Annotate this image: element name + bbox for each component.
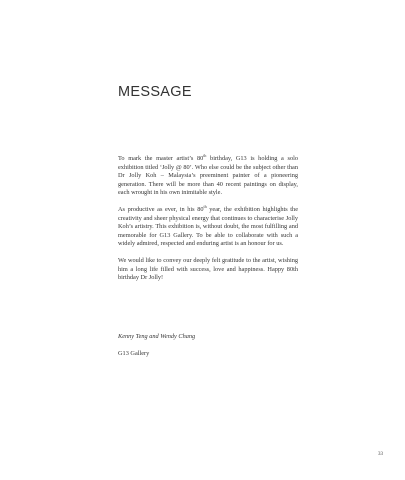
signature: Kenny Teng and Wendy Chang [118,333,196,340]
paragraph-2 [118,203,298,249]
paragraph-1-text-b: birthday, G13 is holding a solo exhibition titled ‘Jolly @ 80’. Who else could be the subject other than Dr Jolly Koh – Malaysia’s preeminent painter of a pioneering generation. There will be more than 40 recent paintings on display, each wrought in his own inimitable style. [118,155,298,197]
page-title: MESSAGE [118,84,192,100]
paragraph-3: We would like to convey our deeply felt gratitude to the artist, wishing him a long life filled with success, love and happiness. Happy 80th birthday Dr Jolly! [118,256,298,282]
paragraph-2-text-b: year, the exhibition highlights the creativity and sheer physical energy that continues to characterise Jolly Koh’s artistry. This exhibition is, without doubt, the most fulfilling and memorable for G13 Gallery. To be able to collaborate with such a widely admired, respected and enduring artist is an honour for us. [118,205,298,248]
ordinal-suffix: th [203,152,207,158]
gallery-name: G13 Gallery [118,350,150,357]
paragraph-1 [118,152,298,198]
paragraph-1-text-a: To mark the master artist’s 80 [118,155,204,162]
paragraph-2-text-a: As productive as ever, in his 80 [118,205,204,213]
message-body [118,152,298,291]
ordinal-suffix: th [203,203,207,209]
page-number: 33 [378,452,383,457]
